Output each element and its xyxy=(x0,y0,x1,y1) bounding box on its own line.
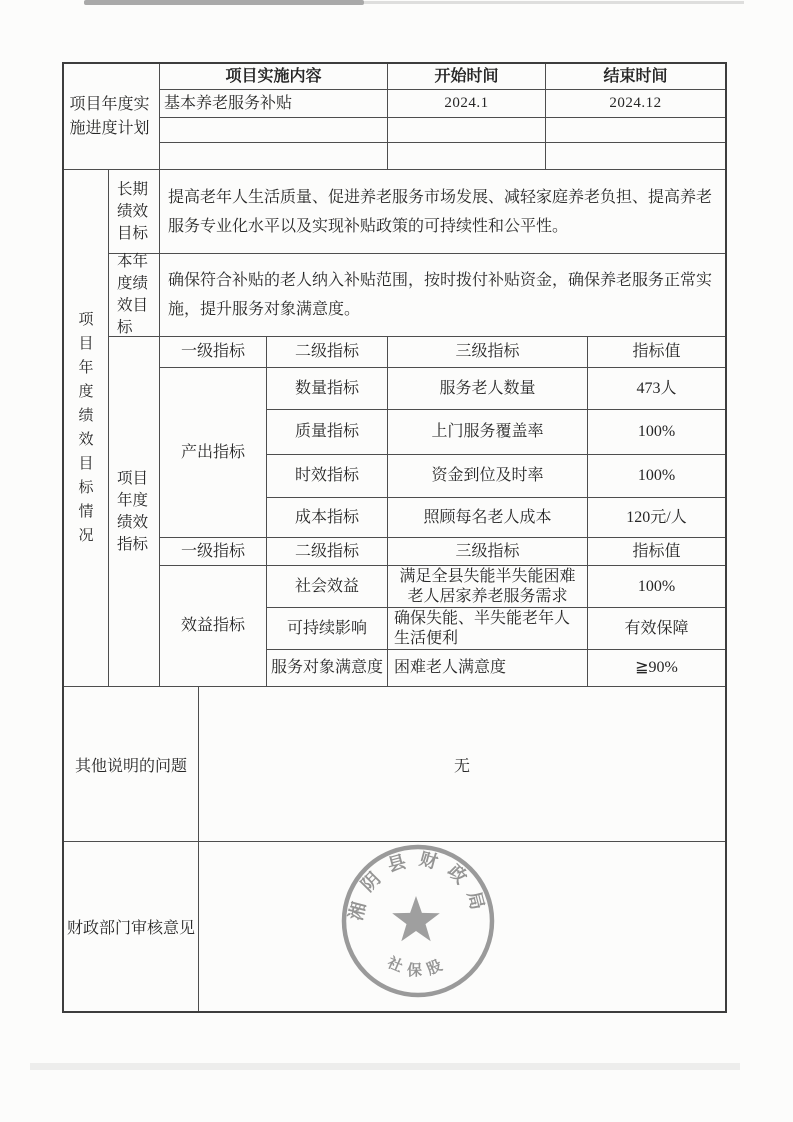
schedule-cell-end xyxy=(546,143,725,169)
indicators-label xyxy=(109,337,160,686)
indicator-cell-value: 100% xyxy=(588,410,725,455)
other-notes-label: 其他说明的问题 xyxy=(64,687,199,841)
indicator-cell-level2: 社会效益 xyxy=(267,566,388,608)
schedule-cell-start xyxy=(388,143,546,169)
schedule-cell-content: 基本养老服务补贴 xyxy=(160,90,388,118)
indicator-cell-value: 100% xyxy=(588,566,725,608)
performance-report-table xyxy=(62,62,727,1013)
indicator-header-level2: 二级指标 xyxy=(267,337,388,368)
scan-artifact-bottom xyxy=(30,1063,740,1070)
long-term-goal-label xyxy=(109,170,160,253)
schedule-cell-start: 2024.1 xyxy=(388,90,546,118)
indicator-header-level3: 三级指标 xyxy=(388,337,588,368)
benefit-group-label: 效益指标 xyxy=(160,566,267,686)
annual-goal-text: 确保符合补贴的老人纳入补贴范围，按时拨付补贴资金，确保养老服务正常实施，提升服务对象满意度。 xyxy=(168,272,713,318)
performance-section-label-text: 项目年度绩效目标情况 xyxy=(78,312,94,544)
seal-dept-text: 社保股 xyxy=(384,955,452,979)
indicator-cell-level3: 确保失能、半失能老年人生活便利 xyxy=(388,608,588,650)
indicator-cell-level2: 质量指标 xyxy=(267,410,388,455)
schedule-cell-start xyxy=(388,118,546,143)
schedule-cell-content xyxy=(160,118,388,143)
schedule-cell-end: 2024.12 xyxy=(546,90,725,118)
annual-goal-row xyxy=(109,254,725,337)
other-notes-value: 无 xyxy=(453,757,470,775)
review-label: 财政部门审核意见 xyxy=(64,842,199,1011)
performance-section-label xyxy=(64,170,109,686)
indicator-cell-level2: 可持续影响 xyxy=(267,608,388,650)
schedule-row-label xyxy=(64,64,160,169)
schedule-cell-content xyxy=(160,143,388,169)
performance-section xyxy=(64,170,725,687)
indicator-cell-level2: 成本指标 xyxy=(267,498,388,538)
indicator-header-level1: 一级指标 xyxy=(160,538,267,566)
indicator-cell-value: 473人 xyxy=(588,368,725,410)
indicator-header-value: 指标值 xyxy=(588,538,725,566)
indicator-cell-level3: 困难老人满意度 xyxy=(388,650,588,686)
schedule-cell-end xyxy=(546,118,725,143)
indicators-label-text: 项目年度绩效指标 xyxy=(117,469,149,553)
indicators-row xyxy=(109,337,725,686)
schedule-row-label-text: 项目年度实施进度计划 xyxy=(69,95,150,137)
output-group-label: 产出指标 xyxy=(160,368,267,538)
indicator-cell-level2: 时效指标 xyxy=(267,455,388,498)
other-notes-section xyxy=(64,687,725,842)
indicator-cell-level3: 上门服务覆盖率 xyxy=(388,410,588,455)
review-section xyxy=(64,842,725,1011)
indicator-cell-value: 120元/人 xyxy=(588,498,725,538)
schedule-header-end: 结束时间 xyxy=(546,64,725,90)
indicator-cell-value: ≧90% xyxy=(635,659,678,676)
scan-artifact-top-light xyxy=(364,1,744,4)
long-term-goal-text: 提高老年人生活质量、促进养老服务市场发展、减轻家庭养老负担、提高养老服务专业化水平以及实现补贴政策的可持续性和公平性。 xyxy=(168,188,713,235)
indicator-cell-level2: 数量指标 xyxy=(267,368,388,410)
indicator-cell-level3: 资金到位及时率 xyxy=(388,455,588,498)
long-term-goal-label-text: 长期绩效目标 xyxy=(117,180,149,242)
schedule-header-content: 项目实施内容 xyxy=(160,64,388,90)
indicator-cell-level2: 服务对象满意度 xyxy=(267,650,388,686)
long-term-goal-row xyxy=(109,170,725,254)
indicator-header-level3: 三级指标 xyxy=(388,538,588,566)
indicator-header-level1: 一级指标 xyxy=(160,337,267,368)
seal-org-text: 湘阴县财政局 xyxy=(345,848,491,923)
review-content xyxy=(199,842,725,1011)
indicator-cell-level3: 满足全县失能半失能困难老人居家养老服务需求 xyxy=(388,566,588,608)
scan-artifact-top xyxy=(84,0,364,5)
indicator-cell-level3: 服务老人数量 xyxy=(388,368,588,410)
indicator-cell-value: 100% xyxy=(588,455,725,498)
annual-goal-label xyxy=(109,254,160,336)
schedule-section xyxy=(64,64,725,170)
annual-goal-label-text: 本年度绩效目标 xyxy=(117,253,149,336)
indicator-header-value: 指标值 xyxy=(588,337,725,368)
schedule-header-start: 开始时间 xyxy=(388,64,546,90)
indicator-cell-value: 有效保障 xyxy=(588,608,725,650)
indicator-header-level2: 二级指标 xyxy=(267,538,388,566)
indicators-grid xyxy=(160,337,725,686)
indicator-cell-level3: 照顾每名老人成本 xyxy=(388,498,588,538)
